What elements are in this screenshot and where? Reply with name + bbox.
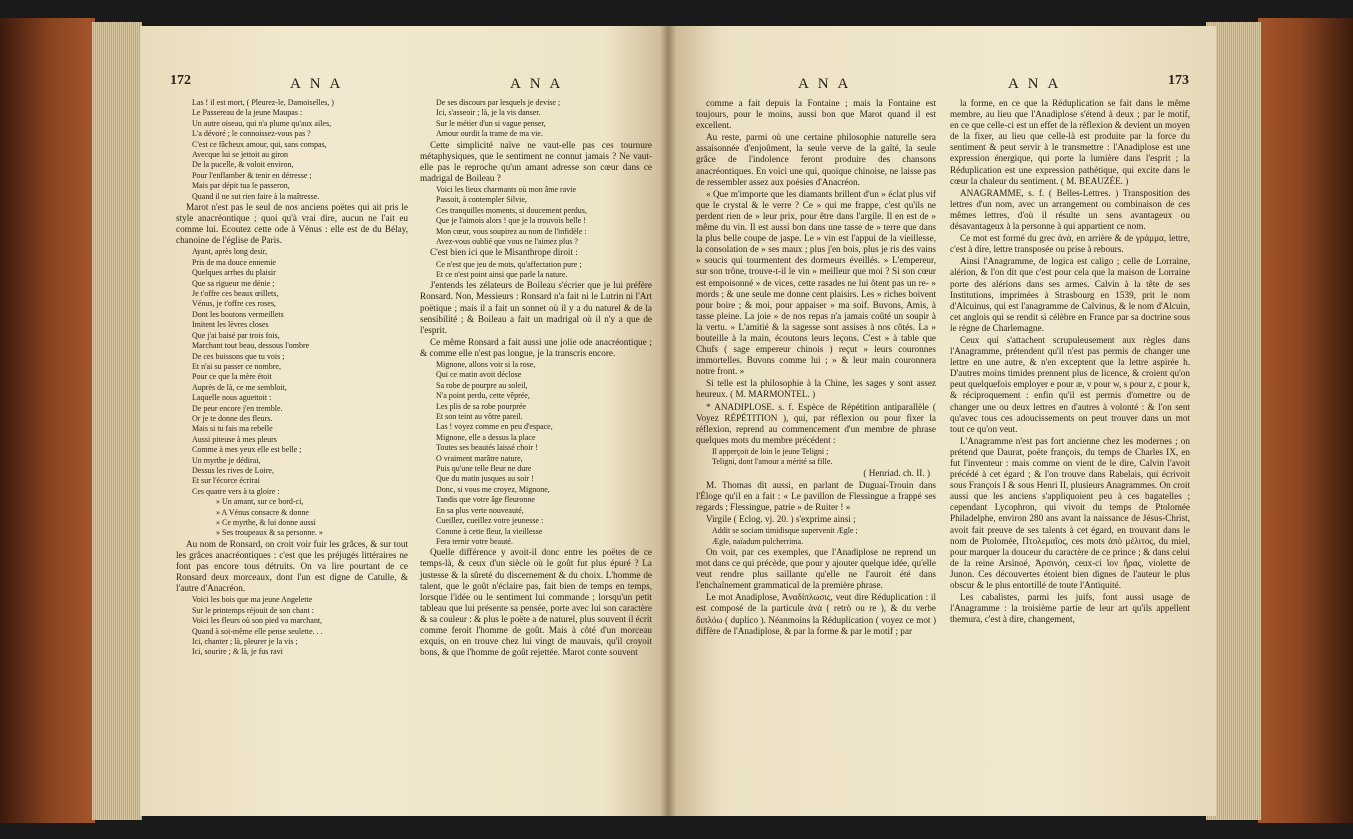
running-header: A N A [1008,76,1062,92]
page-number: 172 [170,73,191,88]
verse-line: Mon cœur, vous soupirez au nom de l'infidèle : [436,226,587,236]
verse-line: Voici les lieux charmants où mon âme ravie [436,185,577,194]
verse-line: Quand à soi-même elle pense seulette. . . [192,626,323,636]
paragraph: L'Anagramme n'est pas fort ancienne chez les modernes ; on prétend que Daurat, poëte françois, du temps de Charles IX, en fut l'inventeur : mais comme on vient de le dire, Calvin l'avoit précédé à cet égard ; & l'on trouve dans Rabelais, qui écrivoit sous François I & sous Henri II, plusieurs Anagrammes. On croit aussi que les anciens s'appliquoient peu à ces bagatelles ; cependant Lycophron, qui vivoit du temps de Ptolomée Philadelphe, environ 280 ans avant la naissance de Jésus-Christ, avoit fait preuve de ses talents à cet égard, en trouvant dans le nom de Ptolomée, Πτολεμαῖος, ces mots ἀπὸ μέλιτος, du miel, pour marquer la douceur du caractère de ce prince ; & dans celui de la reine Arsinoé, Ἀρσινόη, ceux-ci ἴον ἥρας, violette de Junon. Ces découvertes étoient bien dignes de l'auteur le plus obscur & le plus entortillé de toute l'Antiquité. [950,435,1190,591]
verse-line: Avez-vous oublié que vous ne l'aimez plus ? [436,237,578,247]
verse-line: » A Vénus consacre & donne [216,507,309,517]
paragraph: Cette simplicité naïve ne vaut-elle pas ces tournure métaphysiques, que le sentiment ne connut jamais ? Ne vaut-elle pas le reproche qu'un amant adresse son cœur dans ce madrigal de Boileau ? [420,139,652,183]
verse-line: Ce n'est que jeu de mots, qu'affectation pure ; [436,259,582,269]
book-cover-left [0,18,95,823]
running-header: A N A [510,76,564,92]
verse-line: De la pucelle, & voloit environ, [192,160,294,170]
verse-line: Pris de ma douce ennemie [192,257,276,267]
citation: ( Henriad. ch. II. ) [863,467,930,478]
book-gutter [660,26,676,816]
verse-line: Sur le métier d'un si vague penser, [436,118,546,128]
verse-line: Mignone, allons voir si la rose, [436,360,536,369]
verse-line: Les plis de sa robe pourprée [436,401,526,411]
page-edges-left [92,22,142,820]
verse-line: Aussi piteuse à mes pleurs [192,434,277,444]
paragraph: Au reste, parmi où une certaine philosophie naturelle sera assaisonnée d'enjoûment, la seule verve de la gaîté, la seule grâce de l'indolence feront produire des chansons anacréontiques. En voici une qui, quoique chinoise, ne laisse pas de ressembler assez aux poésies d'Anacréon. [696,132,936,187]
verse-line: Et ce n'est point ainsi que parle la nature. [436,269,568,279]
verse-line: Voici les fleurs où son pied va marchant, [192,616,323,626]
verse-line: Le Passereau de la jeune Maupas : [192,108,303,118]
verse-line: Il apperçoit de loin le jeune Teligni ; [712,446,829,456]
verse-line: Pour ce que la mère étoit [192,372,272,382]
verse-line: Et son teint au vôtre pareil. [436,412,523,422]
verse-line: Mais si tu fais ma rebelle [192,424,273,434]
verse-line: L'a dévoré ; le connoissez-vous pas ? [192,129,311,139]
verse-line: Ici, s'asseoir ; là, je la vis danser. [436,108,541,118]
verse-line: Ægle, naïadum pulcherrima. [712,536,804,546]
verse-line: Que j'ai baisé par trois fois, [192,330,280,340]
book-cover-right [1258,18,1353,823]
verse-line: Ici, chanter ; là, pleurer je la vis ; [192,636,298,646]
running-header: A N A [290,76,344,92]
paragraph: Le mot Anadiplose, Ἀναδίπλωσις, veut dire Réduplication : il est composé de la particule ἀνὰ ( retrò ou re ), & du verbe διπλόω ( duplico ). Néanmoins la Réduplication ( voyez ce mot ) diffère de l'Anadiplose, & par la forme & par le motif ; par [696,592,936,636]
verse-line: O vraiment marâtre nature, [436,453,523,463]
verse-line: Mais par dépit tua le passeron, [192,181,290,191]
verse-line: Ces quatre vers à ta gloire : [192,486,280,496]
left-page [140,26,668,816]
verse-line: Dessus les rives de Loire, [192,465,274,475]
paragraph: * ANADIPLOSE. s. f. Espèce de Répétition antiparallèle ( Voyez RÉPÉTITION ), qui, par réflexion ou pour fixer la réflexion, reprend au commencement d'un membre de phrase quelques mots du membre précédent : [696,401,936,445]
verse-line: » Un amant, sur ce bord-ci, [216,497,304,507]
paragraph: Quelle différence y avoit-il donc entre les poëtes de ce temps-là, & ceux d'un siècle où le goût fut plus épuré ? La justesse & la sûreté du discernement & du choix. L'homme de talent, que le goût n'éclaire pas, fait bien de temps en temps, lorsque l'idée ou le sentiment lui commande ; lorsqu'un petit tableau que lui présente sa pensée, porte avec lui son caractère & sa couleur : & plus le poëte a de naturel, plus souvent il écrit comme feroit l'homme de goût. Mais à côté d'un morceau exquis, on en trouve chez lui vingt de mauvais, qu'il croyoit bons, & que l'homme de goût rejettée. Marot conte souvent [420,547,652,658]
verse-line: Las ! voyez comme en peu d'espace, [436,422,553,432]
paragraph: Au nom de Ronsard, on croit voir fuir les grâces, & sur tout les grâces anacréontiques : c'est que les préjugés littéraires ne font pas encore tous détruits. On va lire pourtant de ce Ronsard deux morceaux, dont l'un est digne de Catulle, & l'autre d'Anacréon. [176,538,408,594]
paragraph: Si telle est la philosophie à la Chine, les sages y sont assez heureux. ( M. MARMONTEL. ) [696,378,936,400]
verse-line: » Ses troupeaux & sa personne. » [216,528,323,538]
verse-line: Imitent les lèvres closes [192,320,269,330]
paragraph: comme a fait depuis la Fontaine ; mais la Fontaine est toujours, pour le moins, aussi bon que Marot quand il est excellent. [696,98,936,131]
verse-line: De ces buissons que tu vois ; [192,351,285,361]
paragraph: J'entends les zélateurs de Boileau s'écrier que je lui préfère Ronsard. Non, Messieurs : Ronsard n'a fait ni le Lutrin ni l'Art poëtique ; mais il a fait un sonnet où il y a du naturel & de la sensibilité ; & Boileau a fait un madrigal où il n'y a que de l'esprit. [420,280,652,335]
verse-line: Un myrthe je dédirai, [192,455,261,465]
verse-line: Voici les bois que ma jeune Angelette [192,595,313,605]
verse-line: » Ce myrthe, & lui donne aussi [216,518,316,527]
right-page [668,26,1216,816]
verse-line: Ayant, après long desir, [192,247,268,257]
verse-line: Qui ce matin avoit déclose [436,370,522,380]
paragraph: la forme, en ce que la Réduplication se fait dans le même membre, au lieu que l'Anadiplose s'étend à deux ; par le motif, en ce que celle-ci est un effet de la réflexion & devient un moyen de la fixer, au lieu que celle-là est produite par la force du sentiment & peut servir à le transmettre : l'Anadiplose est une expression énergique, qui porte la lumière dans l'esprit ; la Réduplication est une expression pathétique, qui excite dans le cœur la chaleur du sentiment. ( M. BEAUZÉE. ) [950,98,1190,186]
verse-line: Sur le printemps réjouit de son chant : [192,605,314,615]
paragraph: Ce mot est formé du grec ἀνὰ, en arrière & de γράμμα, lettre, c'est à dire, lettre transposée ou prise à rebours. [950,233,1190,255]
verse-line: Et sur l'écorce écrirai [192,476,260,486]
verse-line: Tandis que votre âge fleuronne [436,495,535,505]
paragraph: Les cabalistes, parmi les juifs, font aussi usage de l'Anagramme : la troisième partie de leur art qu'ils appellent themura, c'est à dire, changement, [950,592,1190,625]
verse-line: Quand il ne sut rien faire à la maîtresse. [192,191,320,201]
paragraph: Ainsi l'Anagramme, de logica est caligo ; celle de Lorraine, alérion, & l'on dit que c'est pour cela que la maison de Lorraine porte des alérions dans ses armes. Calvin à la tête de ses Institutions, imprimées à Strasbourg en 1539, prit le nom d'Alcuinus, qui est l'anagramme de Calvinus, & le nom d'Alcuin, cet anglois qui se rendit si célèbre en France par sa doctrine sous le règne de Charlemagne. [950,256,1190,333]
verse-line: En sa plus verte nouveauté, [436,505,524,515]
running-header: A N A [798,76,852,92]
verse-line: Fera ternir votre beauté. [436,536,513,546]
paragraph: ANAGRAMME, s. f. ( Belles-Lettres. ) Transposition des lettres d'un nom, avec un arrangement ou combinaison de ces mêmes lettres, d'où il résulte un sens avantageux ou désavantageux à la personne à qui appartient ce nom. [950,187,1190,232]
verse-line: Laquelle nous aguettoit : [192,393,272,403]
verse-line: Je t'offre ces beaux œillets, [192,289,279,299]
verse-line: Dont les boutons vermeillets [192,309,284,319]
verse-line: C'est ce fâcheux amour, qui, sans compas, [192,139,327,149]
verse-line: Ces tranquilles moments, si doucement perdus, [436,205,587,215]
paragraph: On voit, par ces exemples, que l'Anadiplose ne reprend un mot dans ce qui précède, que pour y ajouter quelque idée, qu'elle veut rendre plus saillante qu'elle ne l'auroit été dans l'enchaînement grammatical de la première phrase. [696,547,936,591]
verse-line: Que sa rigueur me dénie ; [192,278,275,288]
verse-line: Un autre oiseau, qui n'a plume qu'aux ailes, [192,118,332,128]
verse-line: Passoit, à contempler Silvie, [436,195,527,205]
paragraph: Virgile ( Eclog. vj. 20. ) s'exprime ainsi ; [706,514,856,525]
verse-line: Marchant tout beau, dessous l'ombre [192,341,310,351]
verse-line: N'a point perdu, cette vêprée, [436,391,530,401]
verse-line: Las ! il est mort, ( Pleurez-le, Damoiselles, ) [192,98,334,107]
verse-line: Donc, si vous me croyez, Mignone, [436,484,550,494]
paragraph: M. Thomas dit aussi, en parlant de Duguai-Trouin dans l'Éloge qu'il en a fait : « Le pavillon de Flessingue a frappé ses regards ; Flessingue, patrie » de Ruiter ! » [696,479,936,512]
verse-line: Puis qu'une telle fleur ne dure [436,464,532,474]
verse-line: Or je te donne des fleurs. [192,413,273,423]
paragraph: Ce même Ronsard a fait aussi une jolie ode anacréontique ; & comme elle n'est pas longue, je la transcris encore. [420,336,652,358]
verse-line: Pour l'enflamber & tenir en détresse ; [192,170,312,180]
text-column [420,98,652,659]
verse-line: De peur encore j'en tremble. [192,403,283,413]
text-column [176,98,408,658]
paragraph: « Que m'importe que les diamants brillent d'un » éclat plus vif que le crystal & le verre ? Ce » qui me frappe, c'est qu'ils ne perdent rien de » leur prix, pour être dans l'argile. Il en est de » même du vin. Il est aussi bon dans une tasse de » terre que dans la plus belle coupe de jaspe. Le » vin est l'appui de la vieillesse, la consolation de » ses maux ; plus j'en bois, plus je ris des vains » soucis qui tourmentent des dormeurs éveillés. » L'empereur, sur son trône, trouve-t-il le vin » meilleur que moi ? Si son cœur est empoisonné » de vices, cette rasades ne lui ôtent pas un re- » mords ; & une seule me donne cent plaisirs. Les » riches boivent pour boire ; & moi, pour appaiser » ma soif. Buvons, Amis, à tasse pleine. La joie » de nos repas n'a jamais coûté un soupir à la vertu. » L'amitié & la sagesse sont assises à nos côtés. La » bouteille à la main, écoutons leurs leçons. C'est » à table que Chufs ( sage empereur chinois ) reçut » leurs couronnes immortelles. Buvons comme lui ; » & leur main couronnera notre front. » [696,188,936,377]
paragraph: C'est bien ici que le Misanthrope diroit : [430,247,578,258]
page-number: 173 [1168,73,1189,88]
paragraph: Ceux qui s'attachent scrupuleusement aux règles dans l'Anagramme, prétendent qu'il n'est pas permis de changer une lettre en une autre, & n'en exceptent que la lettre aspirée h. D'autres moins timides prennent plus de licence, & croient qu'on peut quelquefois employer e pour æ, v pour w, s pour z, c pour k, & réciproquement : enfin qu'il est permis d'omettre ou de changer une ou deux lettres en d'autres à volonté : & l'on sent qu'avec tous ces adoucissements on peut trouver dans un mot tout ce qu'on veut. [950,334,1190,434]
verse-line: Addit se sociam timidisque supervenit Ægle ; [712,526,858,536]
verse-line: Avecque lui se jettoit au giron [192,150,289,160]
verse-line: Sa robe de pourpre au soleil, [436,380,528,390]
verse-line: Que je l'aimois alors ! que je la trouvois belle ! [436,216,586,226]
text-column [950,98,1190,626]
verse-line: Vénus, je t'offre ces roses, [192,299,276,309]
verse-line: Quelques arrhes du plaisir [192,268,276,278]
paragraph: Marot n'est pas le seul de nos anciens poëtes qui ait pris le style anacréontique ; quoi qu'à vrai dire, aucun ne l'ait eu comme lui. Ecoutez cette ode à Vénus : elle est de du Bélay, chanoine de l'église de Paris. [176,202,408,246]
verse-line: Teligni, dont l'amour a mérité sa fille. [712,457,833,467]
verse-line: Auprès de là, ce me sembloit, [192,382,287,392]
verse-line: Mignone, elle a dessus la place [436,432,536,442]
verse-line: Comme à cette fleur, la vieillesse [436,526,543,536]
verse-line: De ses discours par lesquels je devise ; [436,98,561,107]
verse-line: Ici, sourire ; & là, je fus ravi [192,647,283,657]
verse-line: Cueillez, cueillez votre jeunesse : [436,516,544,526]
verse-line: Que du matin jusques au soir ! [436,474,534,484]
verse-line: Et n'ai su passer ce nombre, [192,361,281,371]
verse-line: Toutes ses beautés laissé choir ! [436,443,538,453]
verse-line: Amour ourdit la trame de ma vie. [436,129,543,139]
text-column [696,98,936,638]
verse-line: Comme à mes yeux elle est belle ; [192,445,302,455]
